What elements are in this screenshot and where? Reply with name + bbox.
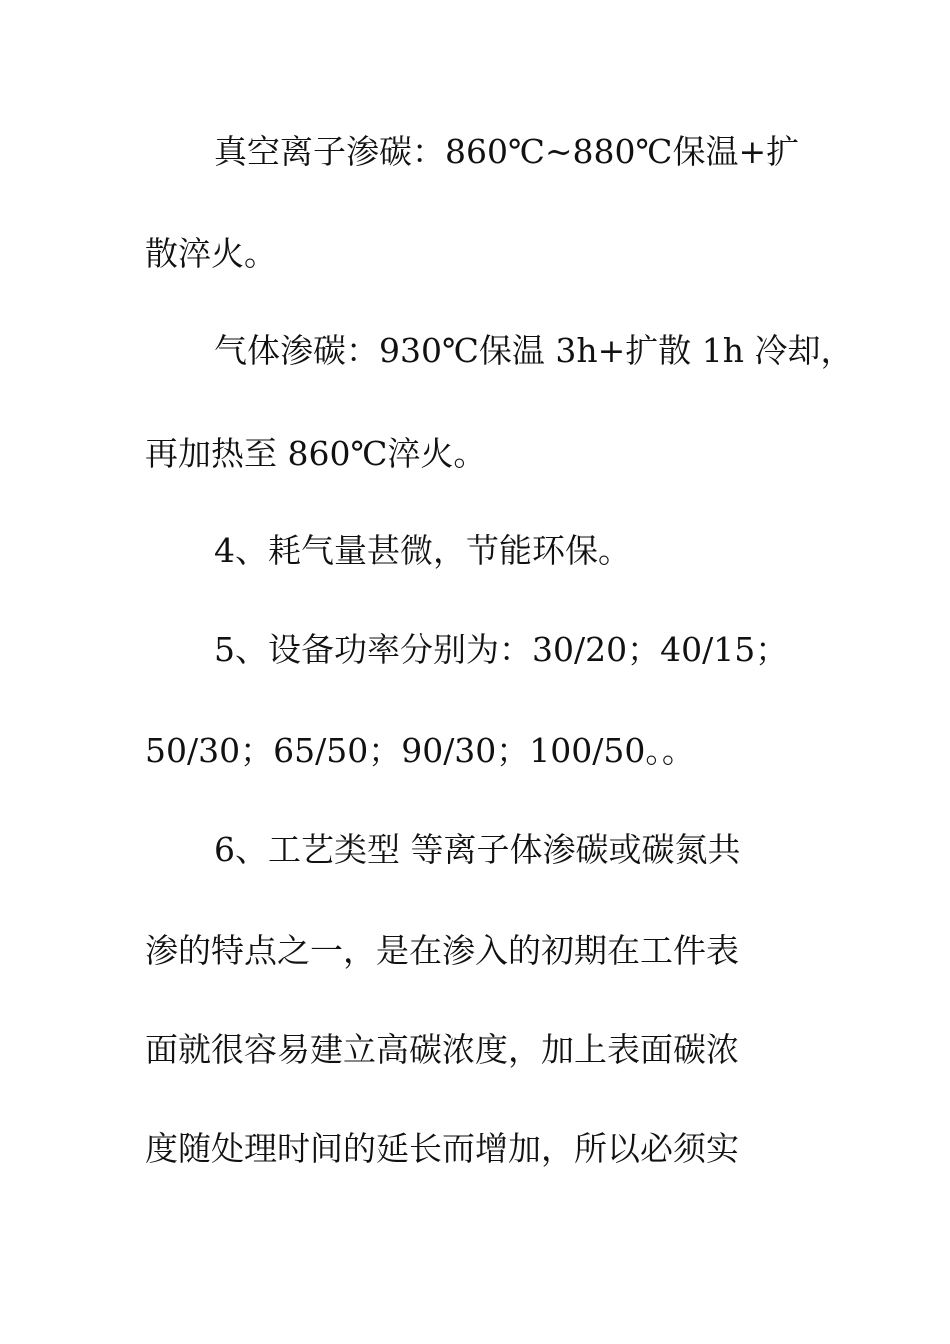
text-line: 6、工艺类型 等离子体渗碳或碳氮共 xyxy=(214,830,741,869)
text-line: 真空离子渗碳：860℃~880℃保温+扩 xyxy=(214,132,800,171)
text-line: 气体渗碳：930℃保温 3h+扩散 1h 冷却， xyxy=(214,331,854,370)
text-line: 再加热至 860℃淬火。 xyxy=(145,434,487,473)
text-line: 4、耗气量甚微，节能环保。 xyxy=(214,531,631,570)
text-line: 渗的特点之一，是在渗入的初期在工件表 xyxy=(145,931,739,970)
text-line: 散淬火。 xyxy=(145,234,277,273)
text-line: 50/30；65/50；90/30；100/50。。 xyxy=(145,731,695,770)
text-line: 度随处理时间的延长而增加，所以必须实 xyxy=(145,1129,739,1168)
text-line: 5、设备功率分别为：30/20；40/15； xyxy=(214,630,789,669)
text-line: 面就很容易建立高碳浓度，加上表面碳浓 xyxy=(145,1030,739,1069)
